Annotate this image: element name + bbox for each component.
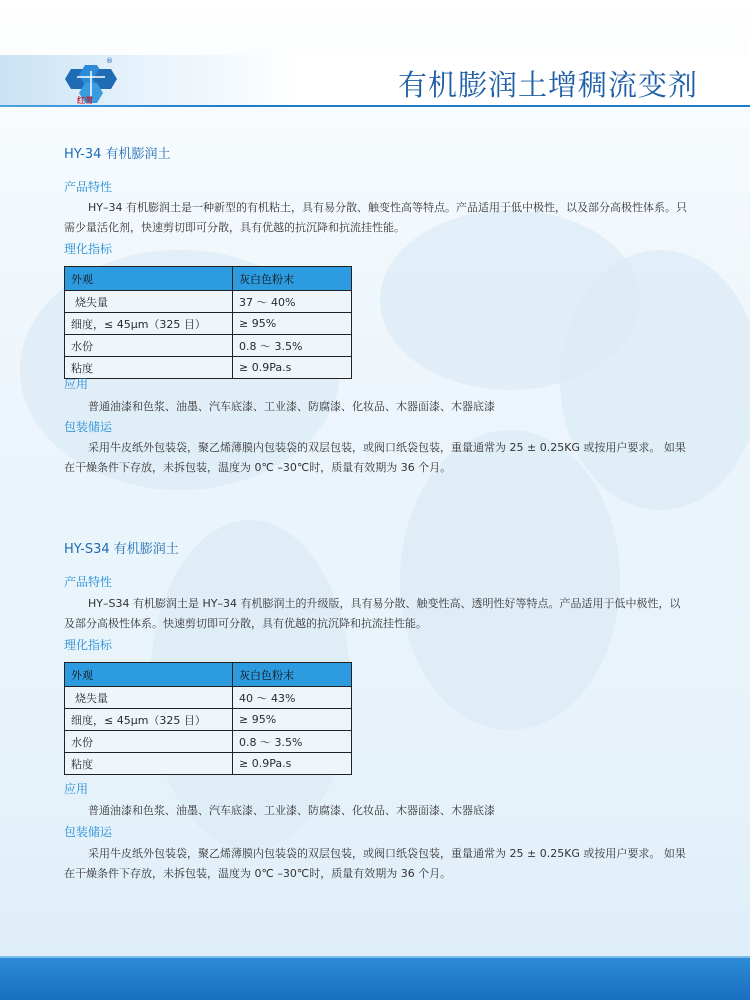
page-header [0,55,750,107]
table-cell-value: 0.8 ～ 3.5% [233,335,352,357]
section-heading-features: 产品特性 [64,575,113,589]
table-header-row [65,267,352,291]
table-row [65,687,352,709]
table-cell-value: ≥ 95% [233,709,352,731]
table-cell-label: 水份 [65,335,233,357]
table-cell-label: 细度，≤ 45μm（325 目） [65,313,233,335]
specs-table [64,266,352,379]
table-cell-value: ≥ 95% [233,313,352,335]
table-row [65,335,352,357]
packaging-paragraph: 采用牛皮纸外包装袋，聚乙烯薄膜内包装袋的双层包装，或阀口纸袋包装，重量通常为 25 ± 0.25KG 或按用户要求。 如果在干燥条件下存放，未拆包装，温度为 0℃ –30℃时，质量有效期为 36 个月。 [64,441,686,474]
product-title-hy34: HY-34 有机膨润土 [64,147,171,162]
table-header-cell: 灰白色粉末 [233,663,352,687]
table-header-cell: 灰白色粉末 [233,267,352,291]
product-title-hys34: HY-S34 有机膨润土 [64,542,179,557]
features-paragraph: HY–34 有机膨润土是一种新型的有机粘土，具有易分散、触变性高等特点。产品适用于低中极性，以及部分高极性体系。只需少量活化剂，快速剪切即可分散，具有优越的抗沉降和抗流挂性能。 [64,201,687,234]
table-cell-label: 细度，≤ 45μm（325 目） [65,709,233,731]
table-cell-value: ≥ 0.9Pa.s [233,753,352,775]
table-cell-label: 烧失量 [65,687,233,709]
table-cell-label: 烧失量 [65,291,233,313]
table-row [65,357,352,379]
table-cell-value: 40 ～ 43% [233,687,352,709]
section-heading-packaging: 包装储运 [64,825,113,839]
table-row [65,313,352,335]
applications-text: 普通油漆和色浆、油墨、汽车底漆、工业漆、防腐漆、化妆品、木器面漆、木器底漆 [88,400,495,413]
page-footer-band [0,958,750,1000]
section-heading-specs: 理化指标 [64,242,113,256]
table-cell-label: 水份 [65,731,233,753]
section-heading-specs: 理化指标 [64,638,113,652]
section-heading-applications: 应用 [64,782,89,796]
specs-table [64,662,352,775]
section-heading-features: 产品特性 [64,180,113,194]
table-header-row [65,663,352,687]
applications-text: 普通油漆和色浆、油墨、汽车底漆、工业漆、防腐漆、化妆品、木器面漆、木器底漆 [88,804,495,817]
registered-mark: ® [106,57,113,65]
table-cell-label: 粘度 [65,753,233,775]
table-header-cell: 外观 [65,663,233,687]
section-heading-applications: 应用 [64,377,89,391]
table-cell-value: ≥ 0.9Pa.s [233,357,352,379]
table-cell-label: 粘度 [65,357,233,379]
logo-text: 红雪 [77,96,93,105]
features-paragraph: HY–S34 有机膨润土是 HY–34 有机膨润土的升级版，具有易分散、触变性高、透明性好等特点。产品适用于低中极性，以及部分高极性体系。快速剪切即可分散，具有优越的抗沉降和抗流挂性能。 [64,597,681,630]
page-title: 有机膨润土增稠流变剂 [397,68,698,102]
table-row [65,753,352,775]
table-row [65,709,352,731]
section-heading-packaging: 包装储运 [64,420,113,434]
table-header-cell: 外观 [65,267,233,291]
packaging-paragraph: 采用牛皮纸外包装袋，聚乙烯薄膜内包装袋的双层包装，或阀口纸袋包装，重量通常为 25 ± 0.25KG 或按用户要求。 如果在干燥条件下存放，未拆包装，温度为 0℃ –30℃时，质量有效期为 36 个月。 [64,847,686,880]
table-cell-value: 37 ～ 40% [233,291,352,313]
table-cell-value: 0.8 ～ 3.5% [233,731,352,753]
table-row [65,731,352,753]
table-row [65,291,352,313]
